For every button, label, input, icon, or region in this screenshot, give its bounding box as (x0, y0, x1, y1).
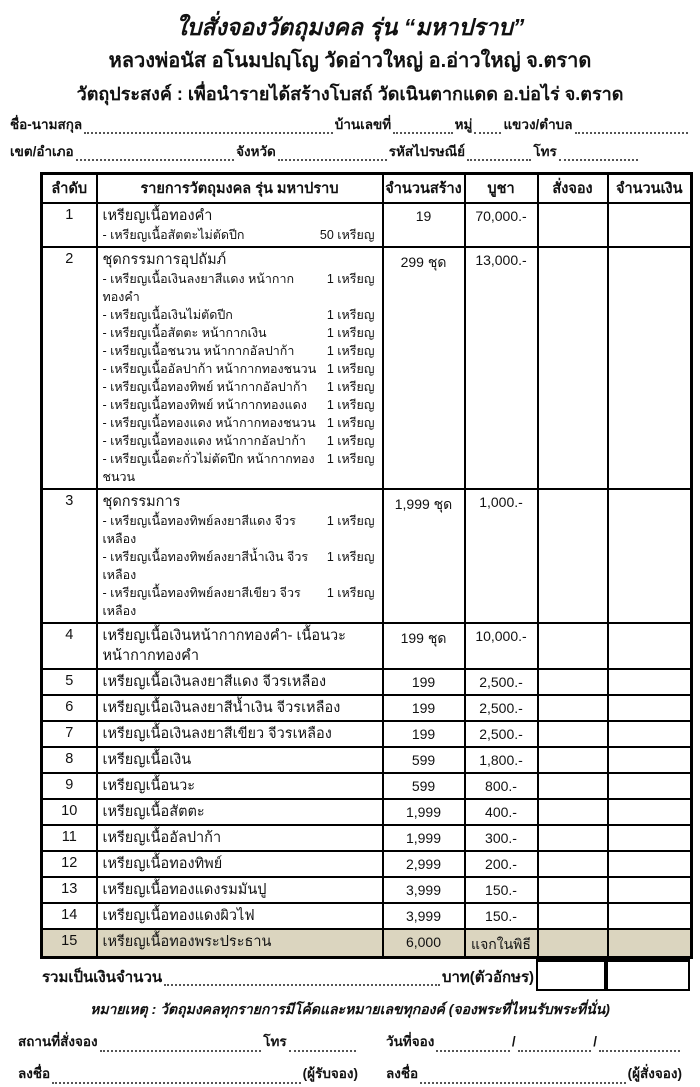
amount-cell[interactable] (608, 747, 692, 773)
sub-items (103, 512, 377, 620)
table-header-row (42, 174, 692, 204)
date-slash-1: / (511, 1034, 516, 1049)
date-month-input-line[interactable] (518, 1036, 592, 1052)
purpose-line: วัตถุประสงค์ : เพื่อนำรายได้สร้างโบสถ์ วัดเนินตากแดด อ.บ่อไร่ จ.ตราด (76, 84, 624, 104)
sub-item-name: - เหรียญเนื้อทองทิพย์ หน้ากากอัลปาก้า (102, 380, 308, 394)
item-cell (97, 929, 383, 958)
row-number: 5 (42, 669, 97, 695)
item-cell (97, 247, 383, 489)
quantity-made-cell: 199 (383, 721, 465, 747)
sub-item-name: - เหรียญเนื้อเงินไม่ตัดปีก (102, 308, 233, 322)
total-amount-text-line[interactable] (164, 970, 440, 986)
receiver-sign-input-line[interactable] (52, 1068, 301, 1084)
item-name: เหรียญเนื้อทองแดงรมมันปู (102, 882, 267, 898)
worship-price-cell: 150.- (465, 877, 538, 903)
form-title: ใบสั่งจองวัตถุมงคล รุ่น “มหาปราบ” (175, 14, 525, 40)
amount-cell[interactable] (608, 669, 692, 695)
sub-item (103, 548, 377, 584)
order-qty-cell[interactable] (538, 851, 608, 877)
table-row (42, 721, 692, 747)
table-row (42, 489, 692, 623)
sub-item-qty: 1 เหรียญ (326, 362, 375, 376)
district-label: เขต/อำเภอ (10, 144, 74, 159)
sub-item (103, 450, 377, 486)
worship-price-cell: 2,500.- (465, 669, 538, 695)
worship-price-cell: 300.- (465, 825, 538, 851)
sub-items (103, 226, 377, 244)
item-cell (97, 773, 383, 799)
total-label: รวมเป็นเงินจำนวน (42, 969, 163, 986)
quantity-made-cell: 599 (383, 747, 465, 773)
worship-price-cell: 2,500.- (465, 721, 538, 747)
sub-item-qty: 1 เหรียญ (326, 380, 375, 394)
order-qty-cell[interactable] (538, 721, 608, 747)
amount-cell[interactable] (608, 851, 692, 877)
sub-item-qty: 1 เหรียญ (326, 308, 375, 322)
moo-label: หมู่ (454, 117, 473, 132)
amount-cell[interactable] (608, 721, 692, 747)
receiver-sign-label: ลงชื่อ (18, 1066, 51, 1081)
col-header-no: ลำดับ (42, 174, 97, 204)
sub-item (103, 226, 377, 244)
order-qty-cell[interactable] (538, 669, 608, 695)
date-label: วันที่จอง (386, 1034, 435, 1049)
sub-item (103, 432, 377, 450)
table-row (42, 203, 692, 247)
worship-price-cell: 13,000.- (465, 247, 538, 489)
date-line (386, 1029, 682, 1055)
item-name: เหรียญเนื้อเงินลงยาสีน้ำเงิน จีวรเหลือง (102, 700, 341, 716)
item-name: เหรียญเนื้อสัตตะ (102, 804, 205, 820)
sub-item (103, 512, 377, 548)
item-cell (97, 851, 383, 877)
worship-price-cell: 2,500.- (465, 695, 538, 721)
table-row (42, 903, 692, 929)
table-row (42, 695, 692, 721)
worship-price-cell: 150.- (465, 903, 538, 929)
sub-item (103, 378, 377, 396)
quantity-made-cell: 1,999 (383, 825, 465, 851)
col-header-item: รายการวัตถุมงคล รุ่น มหาปราบ (97, 174, 383, 204)
col-header-order: สั่งจอง (538, 174, 608, 204)
sub-item-name: - เหรียญเนื้ออัลปาก้า หน้ากากทองชนวน (102, 362, 317, 376)
table-row (42, 929, 692, 958)
sub-item-qty: 1 เหรียญ (326, 398, 375, 412)
row-number: 14 (42, 903, 97, 929)
sub-item-name: - เหรียญเนื้อทองแดง หน้ากากอัลปาก้า (102, 434, 306, 448)
amount-cell[interactable] (608, 877, 692, 903)
item-name: เหรียญเนื้อเงินลงยาสีเขียว จีวรเหลือง (102, 726, 332, 742)
date-year-input-line[interactable] (599, 1036, 680, 1052)
quantity-made-cell: 2,999 (383, 851, 465, 877)
row-number: 8 (42, 747, 97, 773)
footer-phone-label: โทร (263, 1034, 287, 1049)
item-name: เหรียญเนื้อทองพระประธาน (102, 934, 272, 950)
orderer-sign-line (386, 1061, 682, 1087)
name-input-line[interactable] (84, 118, 333, 134)
sub-item-qty: 1 เหรียญ (326, 416, 375, 430)
quantity-made-cell: 1,999 ชุด (383, 489, 465, 623)
table-row (42, 799, 692, 825)
worship-price-cell: 200.- (465, 851, 538, 877)
quantity-made-cell: 6,000 (383, 929, 465, 958)
signature-row (18, 1061, 682, 1087)
sub-item (103, 414, 377, 432)
order-qty-cell[interactable] (538, 247, 608, 489)
subdistrict-label: แขวง/ตำบล (503, 117, 573, 132)
quantity-made-cell: 199 (383, 669, 465, 695)
note-line: หมายเหตุ : วัตถุมงคลทุกรายการมีโค้ดและหมายเลขทุกองค์ (จองพระที่ไหนรับพระที่นั่น) (90, 1001, 610, 1017)
sub-item-name: - เหรียญเนื้อทองทิพย์ลงยาสีแดง จีวรเหลือง (102, 514, 296, 546)
quantity-made-cell: 1,999 (383, 799, 465, 825)
amount-cell[interactable] (608, 773, 692, 799)
amount-cell[interactable] (608, 799, 692, 825)
order-qty-cell[interactable] (538, 903, 608, 929)
row-number: 15 (42, 929, 97, 958)
item-name: ชุดกรรมการ (102, 494, 181, 510)
house-no-label: บ้านเลขที่ (334, 117, 392, 132)
row-number: 6 (42, 695, 97, 721)
postcode-label: รหัสไปรษณีย์ (388, 144, 466, 159)
item-cell (97, 489, 383, 623)
item-name: เหรียญเนื้ออัลปาก้า (102, 830, 222, 846)
sub-item-qty: 1 เหรียญ (326, 550, 375, 564)
abbot-temple-line: หลวงพ่อนัส อโนมปญฺโญ วัดอ่าวใหญ่ อ.อ่าวใหญ่ จ.ตราด (108, 50, 592, 72)
table-row (42, 669, 692, 695)
moo-input-line[interactable] (474, 118, 501, 134)
item-name: เหรียญเนื้อทองคำ (102, 208, 213, 224)
orderer-sign-label: ลงชื่อ (386, 1066, 419, 1081)
order-qty-cell[interactable] (538, 203, 608, 247)
quantity-made-cell: 3,999 (383, 903, 465, 929)
row-number: 1 (42, 203, 97, 247)
quantity-made-cell: 299 ชุด (383, 247, 465, 489)
item-name: เหรียญเนื้อทองทิพย์ (102, 856, 223, 872)
phone-input-line[interactable] (559, 145, 638, 161)
quantity-made-cell: 199 ชุด (383, 623, 465, 669)
signature-area (8, 1021, 692, 1087)
total-label-line (40, 959, 536, 991)
order-qty-cell[interactable] (538, 929, 608, 958)
total-suffix: บาท(ตัวอักษร) (441, 969, 534, 986)
sub-item-name: - เหรียญเนื้อทองทิพย์ลงยาสีเขียว จีวรเหลือง (102, 586, 301, 618)
place-date-row (18, 1029, 682, 1055)
item-name: เหรียญเนื้อนวะ (102, 778, 196, 794)
place-line (18, 1029, 386, 1055)
sub-item-qty: 1 เหรียญ (326, 434, 375, 448)
order-qty-cell[interactable] (538, 877, 608, 903)
orderer-sign-suffix: (ผู้สั่งจอง) (627, 1066, 682, 1081)
row-number: 4 (42, 623, 97, 669)
order-qty-cell[interactable] (538, 773, 608, 799)
province-input-line[interactable] (278, 145, 387, 161)
sub-item-name: - เหรียญเนื้อเงินลงยาสีแดง หน้ากากทองคำ (102, 272, 295, 304)
row-number: 9 (42, 773, 97, 799)
subdistrict-input-line[interactable] (575, 118, 688, 134)
district-input-line[interactable] (76, 145, 234, 161)
row-number: 7 (42, 721, 97, 747)
house-no-input-line[interactable] (393, 118, 452, 134)
sub-item-name: - เหรียญเนื้อทองแดง หน้ากากทองชนวน (102, 416, 316, 430)
item-cell (97, 721, 383, 747)
worship-price-cell: 400.- (465, 799, 538, 825)
amount-cell[interactable] (608, 247, 692, 489)
worship-price-cell: 1,800.- (465, 747, 538, 773)
order-qty-cell[interactable] (538, 623, 608, 669)
item-name: ชุดกรรมการอุปถัมภ์ (102, 252, 227, 268)
date-day-input-line[interactable] (436, 1036, 510, 1052)
date-slash-2: / (593, 1034, 598, 1049)
row-number: 3 (42, 489, 97, 623)
customer-info-line-2 (8, 140, 692, 164)
quantity-made-cell: 3,999 (383, 877, 465, 903)
col-header-price: บูชา (465, 174, 538, 204)
row-number: 12 (42, 851, 97, 877)
worship-price-cell: 800.- (465, 773, 538, 799)
orderer-sign-input-line[interactable] (420, 1068, 626, 1084)
row-number: 2 (42, 247, 97, 489)
item-name: เหรียญเนื้อเงิน (102, 752, 192, 768)
item-cell (97, 695, 383, 721)
sub-item (103, 342, 377, 360)
table-row (42, 773, 692, 799)
receiver-sign-suffix: (ผู้รับจอง) (302, 1066, 358, 1081)
amount-cell[interactable] (608, 203, 692, 247)
item-cell (97, 877, 383, 903)
amount-cell[interactable] (608, 929, 692, 958)
row-number: 13 (42, 877, 97, 903)
sub-items (103, 270, 377, 486)
sub-item-qty: 1 เหรียญ (326, 452, 375, 466)
receiver-sign-line (18, 1061, 386, 1087)
item-name: เหรียญเนื้อทองแดงผิวไฟ (102, 908, 255, 924)
order-qty-cell[interactable] (538, 799, 608, 825)
order-qty-cell[interactable] (538, 825, 608, 851)
table-row (42, 825, 692, 851)
sub-item-qty: 1 เหรียญ (326, 514, 375, 528)
sub-item-name: - เหรียญเนื้อชนวน หน้ากากอัลปาก้า (102, 344, 295, 358)
sub-item-qty: 1 เหรียญ (326, 586, 375, 600)
item-cell (97, 799, 383, 825)
sub-item-qty: 1 เหรียญ (326, 326, 375, 340)
worship-price-cell: 1,000.- (465, 489, 538, 623)
amount-cell[interactable] (608, 489, 692, 623)
quantity-made-cell: 199 (383, 695, 465, 721)
amount-cell[interactable] (608, 623, 692, 669)
amount-cell[interactable] (608, 695, 692, 721)
phone-label: โทร (533, 144, 557, 159)
total-amount-cell[interactable] (606, 959, 690, 991)
order-qty-cell[interactable] (538, 747, 608, 773)
sub-item (103, 270, 377, 306)
total-row (40, 959, 690, 991)
worship-price-cell: 70,000.- (465, 203, 538, 247)
amount-cell[interactable] (608, 825, 692, 851)
worship-price-cell: แจกในพิธี (465, 929, 538, 958)
customer-info-line-1 (8, 113, 692, 137)
row-number: 11 (42, 825, 97, 851)
sub-item (103, 584, 377, 620)
form-header (8, 10, 692, 110)
item-name: เหรียญเนื้อเงินลงยาสีแดง จีวรเหลือง (102, 674, 327, 690)
item-cell (97, 623, 383, 669)
quantity-made-cell: 19 (383, 203, 465, 247)
col-header-made: จำนวนสร้าง (383, 174, 465, 204)
sub-item-name: - เหรียญเนื้อตะกั่วไม่ตัดปีก หน้ากากทองชนวน (102, 452, 315, 484)
province-label: จังหวัด (236, 144, 276, 159)
sub-item-qty: 1 เหรียญ (326, 272, 375, 286)
name-label: ชื่อ-นามสกุล (10, 117, 83, 132)
quantity-made-cell: 599 (383, 773, 465, 799)
table-row (42, 247, 692, 489)
row-number: 10 (42, 799, 97, 825)
item-cell (97, 903, 383, 929)
amulet-order-table (40, 172, 693, 959)
sub-item (103, 396, 377, 414)
sub-item-qty: 1 เหรียญ (326, 344, 375, 358)
sub-item-name: - เหรียญเนื้อทองทิพย์ หน้ากากทองแดง (102, 398, 307, 412)
worship-price-cell: 10,000.- (465, 623, 538, 669)
sub-item (103, 360, 377, 378)
sub-item-name: - เหรียญเนื้อสัตตะ หน้ากากเงิน (102, 326, 267, 340)
amount-cell[interactable] (608, 903, 692, 929)
table-row (42, 851, 692, 877)
sub-item (103, 306, 377, 324)
postcode-input-line[interactable] (467, 145, 531, 161)
item-cell (97, 203, 383, 247)
item-cell (97, 669, 383, 695)
place-label: สถานที่สั่งจอง (18, 1034, 98, 1049)
sub-item-name: - เหรียญเนื้อสัตตะไม่ตัดปีก (102, 228, 245, 242)
sub-item-qty: 50 เหรียญ (319, 228, 375, 242)
sub-item-name: - เหรียญเนื้อทองทิพย์ลงยาสีน้ำเงิน จีวรเหลือง (102, 550, 309, 582)
footer-phone-input-line[interactable] (289, 1036, 356, 1052)
order-qty-cell[interactable] (538, 489, 608, 623)
place-input-line[interactable] (100, 1036, 262, 1052)
table-row (42, 623, 692, 669)
table-row (42, 877, 692, 903)
item-name: เหรียญเนื้อเงินหน้ากากทองคำ- เนื้อนวะหน้ากากทองคำ (102, 628, 346, 664)
item-cell (97, 747, 383, 773)
total-order-cell[interactable] (536, 959, 606, 991)
col-header-amount: จำนวนเงิน (608, 174, 692, 204)
sub-item (103, 324, 377, 342)
item-cell (97, 825, 383, 851)
table-row (42, 747, 692, 773)
order-qty-cell[interactable] (538, 695, 608, 721)
